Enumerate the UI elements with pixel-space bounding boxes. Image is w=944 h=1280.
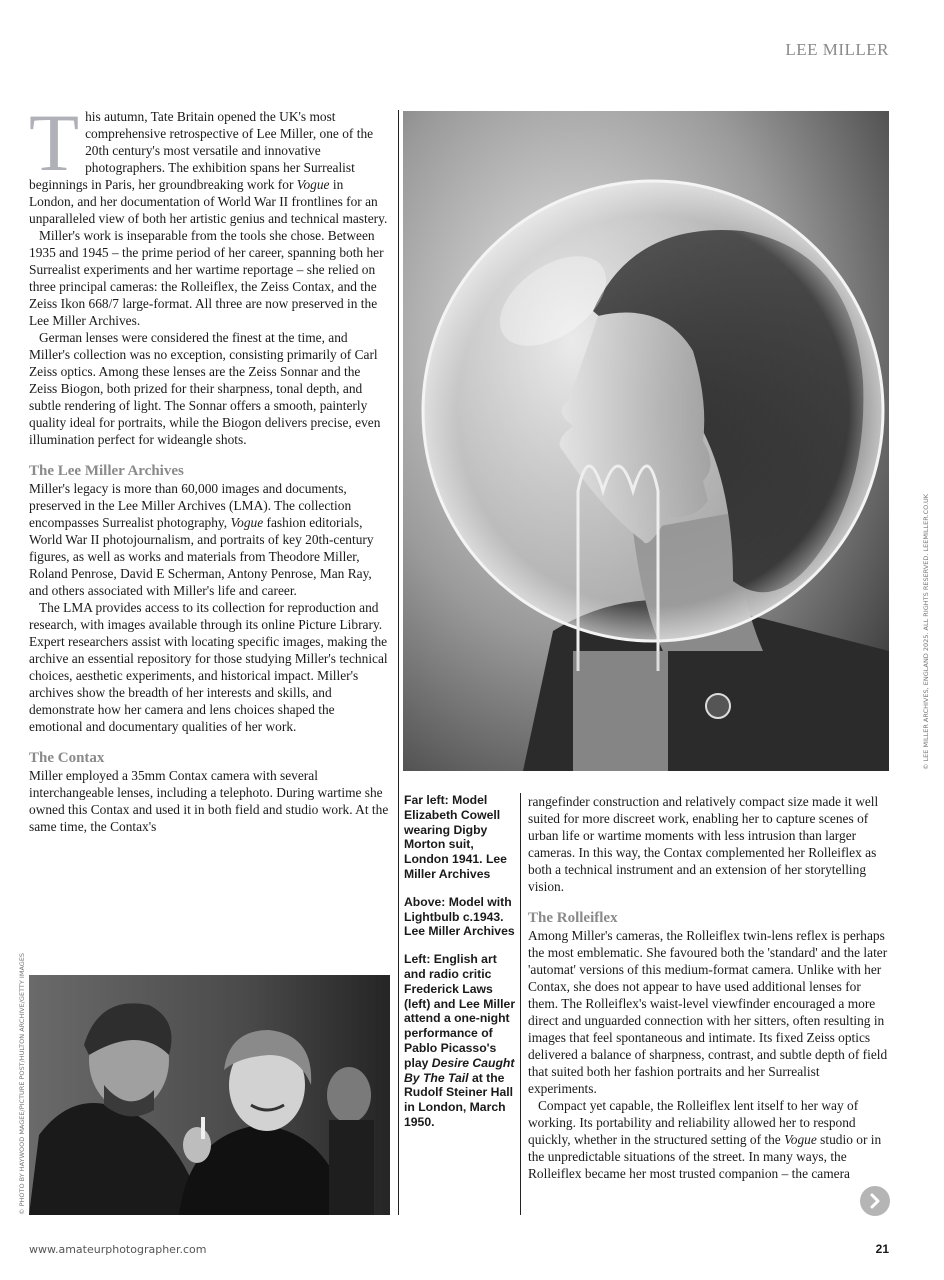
- caption-divider: [520, 793, 521, 1215]
- rolleiflex-paragraph-1: Among Miller's cameras, the Rolleiflex twin-lens reflex is perhaps the most emblematic. She favoured both the 'standard' and the later 'automat' versions of this medium-format camera. Unlike with her Contax, she does not appear to have used additional lenses for them. The Rolleiflex's waist-level viewfinder encouraged a more direct and unguarded connection with her sitters, often resulting in images that feel spontaneous and intimate. Its fixed Zeiss optics delivered a balance of sharpness, contrast, and subtle depth of field that suited both her fashion portraits and her Surrealist experiments.: [528, 928, 888, 1096]
- contax-paragraph: Miller employed a 35mm Contax camera with several interchangeable lenses, including a telephoto. During wartime she owned this Contax and used it in both field and studio work. At the same time, the Contax's: [29, 768, 389, 834]
- photo-captions: [404, 793, 516, 1143]
- contax-heading: The Contax: [29, 750, 105, 766]
- right-text-column: [528, 793, 890, 1182]
- archives-paragraph-1: Miller's legacy is more than 60,000 images and documents, preserved in the Lee Miller Archives (LMA). The collection encompasses Surrealist photography, Vogue fashion editorials, World War II photojournalism, and portraits of key 20th-century figures, as well as works and materials from Theodore Miller, Roland Penrose, David E Scherman, Antony Penrose, Man Ray, and others associated with Miller's life and career.: [29, 481, 374, 598]
- rolleiflex-heading: The Rolleiflex: [528, 910, 618, 926]
- intro-paragraph-2: Miller's work is inseparable from the tools she chose. Between 1935 and 1945 – the prime period of her career, spanning both her Surrealist experiments and her wartime reportage – she relied on three principal cameras: the Rolleiflex, the Zeiss Contax, and the Zeiss Ikon 668/7 large-format. All three are now preserved in the Lee Miller Archives.: [29, 228, 384, 328]
- small-photo-credit: © PHOTO BY HAYWOOD MAGEE/PICTURE POST/HULTON ARCHIVE/GETTY IMAGES: [18, 952, 26, 1215]
- page-number: 21: [875, 1242, 889, 1256]
- contax-continued-paragraph: rangefinder construction and relatively compact size made it well suited for more discreet work, enabling her to capture scenes of urban life or wartime moments with less intrusion than larger cameras. In this way, the Contax complemented her Rolleiflex as both a technical instrument and an extension of her storytelling vision.: [528, 794, 879, 894]
- rolleiflex-paragraph-2: Compact yet capable, the Rolleiflex lent itself to her way of working. Its portability and reliability allowed her to respond quickly, whether in the structured setting of the Vogue studio or in the unpredictable situations of the street. In many ways, the Rolleiflex became her most trusted companion – the camera: [528, 1098, 882, 1181]
- photo-laws-and-miller: [29, 975, 390, 1215]
- next-page-arrow-button[interactable]: [860, 1186, 890, 1216]
- lightbulb-portrait-image: [403, 111, 889, 771]
- caption-left: Left: English art and radio critic Frederick Laws (left) and Lee Miller attend a one-night performance of Pablo Picasso's play Desire Caught By The Tail at the Rudolf Steiner Hall in London, March 1950.: [404, 952, 516, 1129]
- caption-above: Above: Model with Lightbulb c.1943. Lee Miller Archives: [404, 894, 515, 939]
- footer-website-link[interactable]: www.amateurphotographer.com: [29, 1243, 207, 1256]
- chevron-right-icon: [867, 1193, 883, 1209]
- archives-heading: The Lee Miller Archives: [29, 463, 184, 479]
- left-text-column: [29, 97, 391, 835]
- column-divider: [398, 110, 399, 1215]
- intro-paragraph: This autumn, Tate Britain opened the UK's most comprehensive retrospective of Lee Miller, one of the 20th century's most versatile and innovative photographers. The exhibition spans her Surrealist beginnings in Paris, her groundbreaking work for Vogue in London, and her documentation of World War II frontlines for an unparalleled view of both her artistic genius and technical mastery.: [29, 97, 388, 226]
- photo-model-with-lightbulb: [403, 111, 889, 771]
- drop-cap: T: [29, 97, 80, 188]
- archives-paragraph-2: The LMA provides access to its collection for reproduction and research, with images available through its online Picture Library. Expert researchers assist with locating specific images, making the archive an essential repository for those studying Miller's technical choices, aesthetic experiments, and historical impact. Miller's archives show the breadth of her interests and skills, and demonstrate how her camera and lens choices shaped the emotional and documentary qualities of her work.: [29, 600, 388, 734]
- section-label: LEE MILLER: [785, 40, 889, 59]
- main-photo-credit: © LEE MILLER ARCHIVES, ENGLAND 2025. ALL RIGHTS RESERVED. LEEMILLER.CO.UK: [922, 493, 930, 770]
- event-photo-image: [29, 975, 390, 1215]
- caption-far-left: Far left: Model Elizabeth Cowell wearing Digby Morton suit, London 1941. Lee Miller Archives: [404, 793, 507, 881]
- intro-paragraph-3: German lenses were considered the finest at the time, and Miller's collection was no exception, consisting primarily of Carl Zeiss optics. Among these lenses are the Zeiss Sonnar and the Zeiss Biogon, both prized for their sharpness, tonal depth, and subtle rendering of light. The Sonnar offers a smooth, painterly quality ideal for portraits, while the Biogon delivers precise, even illumination perfect for wideangle shots.: [29, 330, 381, 447]
